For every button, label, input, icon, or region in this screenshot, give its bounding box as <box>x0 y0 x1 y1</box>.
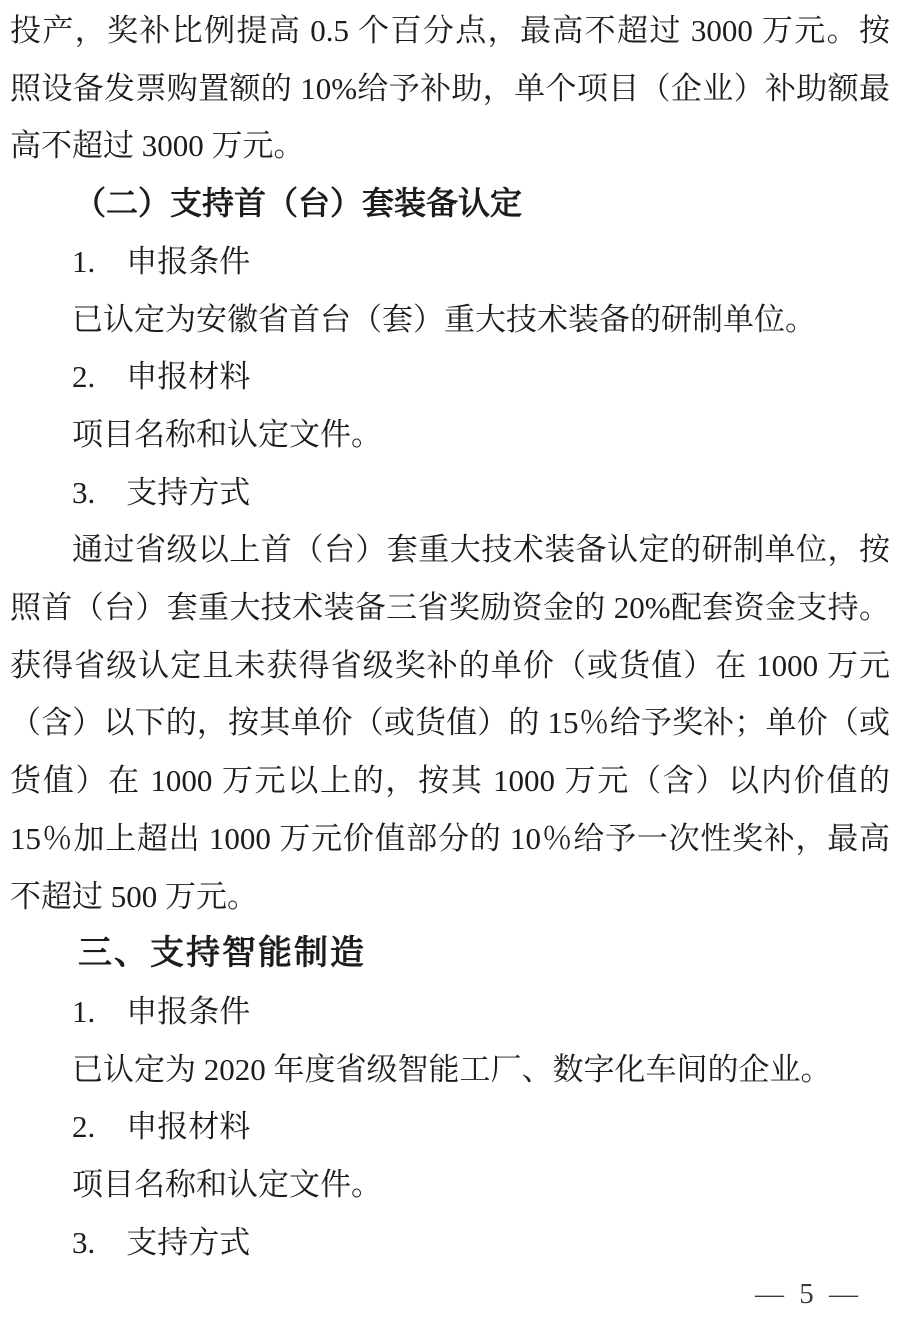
subsection-heading <box>10 175 890 233</box>
numbered-item <box>10 1098 890 1156</box>
body-paragraph <box>10 291 890 349</box>
text-line: 高不超过 3000 万元。 <box>10 128 305 164</box>
numbered-item <box>10 464 890 522</box>
numbered-item <box>10 1214 890 1272</box>
text-line: 2. 申报材料 <box>72 359 251 395</box>
numbered-item <box>10 983 890 1041</box>
text-line: 投产，奖补比例提高 0.5 个百分点，最高不超过 3000 万元。按 <box>10 13 890 48</box>
text-line: 1. 申报条件 <box>72 243 251 279</box>
document-content <box>10 2 890 1271</box>
text-line: 项目名称和认定文件。 <box>72 1167 382 1203</box>
text-line: 照首（台）套重大技术装备三省奖励资金的 20%配套资金支持。 <box>10 590 890 626</box>
text-line: 3. 支持方式 <box>72 1224 251 1260</box>
numbered-item <box>10 233 890 291</box>
body-paragraph <box>10 1041 890 1099</box>
text-line: 1. 申报条件 <box>72 993 251 1029</box>
text-line: 货值）在 1000 万元以上的，按其 1000 万元（含）以内价值的 <box>10 763 890 799</box>
body-paragraph <box>10 406 890 464</box>
numbered-item <box>10 348 890 406</box>
text-line: 获得省级认定且未获得省级奖补的单价（或货值）在 1000 万元 <box>10 647 890 683</box>
body-paragraph <box>10 521 890 925</box>
text-line: 项目名称和认定文件。 <box>72 416 382 452</box>
text-line: 不超过 500 万元。 <box>10 878 258 914</box>
body-paragraph <box>10 2 890 175</box>
text-line: 照设备发票购置额的 10%给予补助，单个项目（企业）补助额最 <box>10 70 890 106</box>
text-line: （含）以下的，按其单价（或货值）的 15％给予奖补；单价（或 <box>10 705 890 741</box>
section-heading <box>10 925 890 983</box>
page-number: — 5 — <box>755 1278 862 1310</box>
text-line: 已认定为 2020 年度省级智能工厂、数字化车间的企业。 <box>72 1051 832 1087</box>
text-line: 通过省级以上首（台）套重大技术装备认定的研制单位，按 <box>72 532 890 568</box>
text-line: 三、支持智能制造 <box>78 934 366 973</box>
text-line: 3. 支持方式 <box>72 474 251 510</box>
text-line: 已认定为安徽省首台（套）重大技术装备的研制单位。 <box>72 301 816 337</box>
body-paragraph <box>10 1156 890 1214</box>
text-line: （二）支持首（台）套装备认定 <box>74 185 523 222</box>
text-line: 2. 申报材料 <box>72 1109 251 1145</box>
text-line: 15％加上超出 1000 万元价值部分的 10％给予一次性奖补，最高 <box>10 820 890 856</box>
